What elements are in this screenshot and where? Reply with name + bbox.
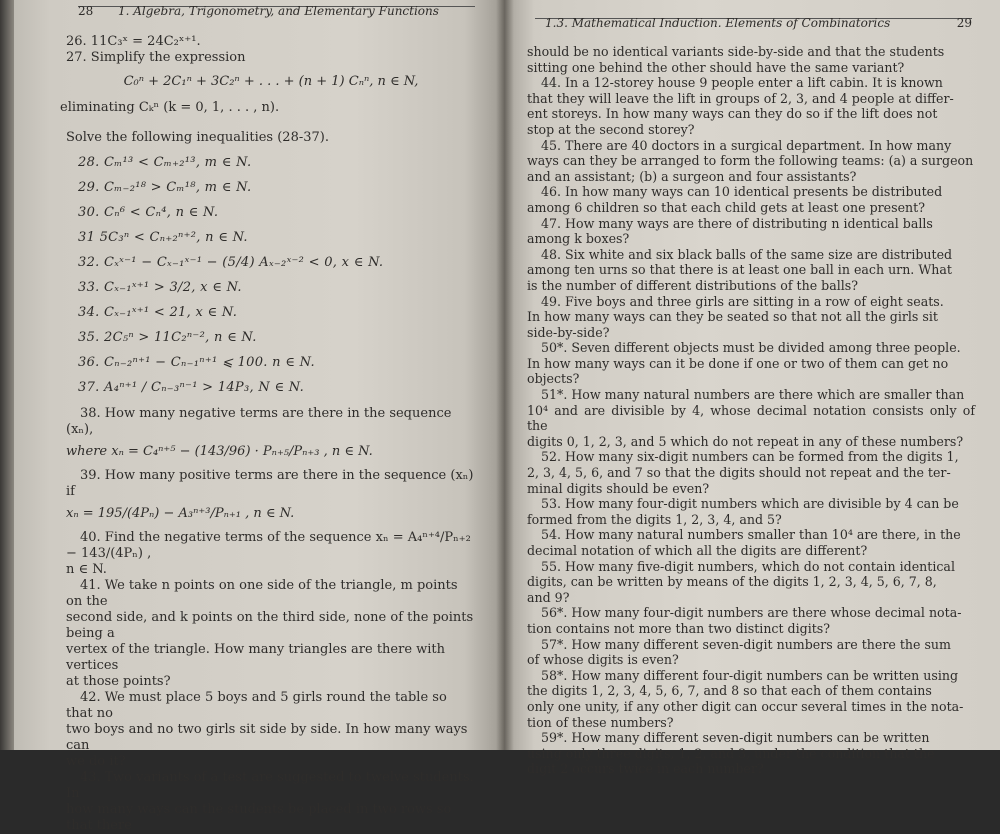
text-line: In how many ways can it be done if one or two of them can get no [527,355,949,371]
text-line: tion of these numbers? [527,714,674,730]
text-line: ent storeys. In how many ways can they do so if the lift does not [527,106,938,122]
text-line: 51*. How many natural numbers are there which are smaller than [541,387,965,403]
text-line: tion contains not more than two distinct digits? [527,620,831,636]
running-title: 1.3. Mathematical Induction. Elements of Combinatorics [545,16,891,30]
text-line: using only three digits, 1, 2, and 3, under the condition that the [527,745,935,761]
text-line: is the number of different distributions of the balls? [527,277,859,293]
running-head-right [535,16,972,30]
text-line: 55. How many five-digit numbers, which do not contain identical [541,558,955,574]
running-title: 1. Algebra, Trigonometry, and Elementary Functions [118,4,439,18]
page-number: 29 [956,16,972,30]
left-page-text [60,34,476,834]
text-line: among k boxes? [527,231,630,247]
text-line: digits 0, 1, 2, 3, and 5 which do not repeat in any of these numbers? [527,433,964,449]
text-line: In how many ways can they be seated so that not all the girls sit [527,309,938,325]
text-line: 53. How many four-digit numbers which are divisible by 4 can be [541,496,959,512]
formula-line: xₙ = 195/(4Pₙ) − A₃ⁿ⁺³/Pₙ₊₁ , n ∈ N. [66,506,295,521]
formula-line: C₀ⁿ + 2C₁ⁿ + 3C₂ⁿ + . . . + (n + 1) Cₙⁿ, n ∈ N, [123,74,419,89]
right-page-text [527,44,975,777]
text-line: that they will leave the lift in groups of 2, 3, and 4 people at differ- [527,90,954,106]
formula-line: 32. Cₓˣ⁻¹ − Cₓ₋₁ˣ⁻¹ − (5/4) Aₓ₋₂ˣ⁻² < 0, x ∈ N. [78,255,384,270]
text-line: 45. There are 40 doctors in a surgical department. In how many [541,137,952,153]
text-line: two boys and no two girls sit side by side. In how many ways can [66,722,468,753]
text-line: 10⁴ and are divisible by 4, whose decimal notation consists only of the [527,402,975,434]
text-line: decimal notation of which all the digits are different? [527,543,868,558]
text-line: 41. We take n points on one side of the triangle, m points on the [66,578,458,609]
text-line: ways can they be arranged to form the following teams: (a) a surgeon [527,153,974,169]
formula-line: 37. A₄ⁿ⁺¹ / Cₙ₋₃ⁿ⁻¹ > 14P₃, N ∈ N. [78,380,305,395]
text-line: digit 2 occurs twice in each number? [527,761,764,777]
text-line: and 9? [527,589,570,605]
text-line: 46. In how many ways can 10 identical presents be distributed [541,184,943,200]
text-line: 47. How many ways are there of distributing n identical balls [541,215,933,231]
formula-line: 31 5C₃ⁿ < Cₙ₊₂ⁿ⁺², n ∈ N. [78,230,248,245]
text-line: 43. Two variants of a test are suggested to twelve students. In [66,770,474,801]
text-line: 52. How many six-digit numbers can be formed from the digits 1, [541,449,959,465]
text-line: among ten urns so that there is at least one ball in each urn. What [527,262,952,278]
book-cover-edge [0,0,14,750]
text-line: and an assistant; (b) a surgeon and four assistants? [527,168,857,184]
text-line: 50*. Seven different objects must be divided among three people. [541,340,961,356]
text-line: should be no identical variants side-by-side and that the students [527,44,945,59]
text-line: minal digits should be even? [527,480,710,496]
text-line: second side, and k points on the third side, none of the points being a [66,610,474,641]
formula-line: 29. Cₘ₋₂¹⁸ > Cₘ¹⁸, m ∈ N. [78,180,252,195]
running-head-left [78,4,475,18]
text-line: only one unity, if any other digit can occur several times in the nota- [527,698,964,714]
text-line: 40. Find the negative terms of the sequence xₙ = A₄ⁿ⁺⁴/Pₙ₊₂ − 143/(4Pₙ) , [66,530,471,561]
formula-line: where xₙ = C₄ⁿ⁺⁵ − (143/96) · Pₙ₊₅/Pₙ₊₃ , n ∈ N. [66,444,373,459]
right-page [505,0,1000,777]
text-line: of whose digits is even? [527,652,679,668]
text-line: 59*. How many different seven-digit numbers can be written [541,730,930,746]
text-line: 56*. How many four-digit numbers are there whose decimal nota- [541,605,962,621]
text-line: the digits 1, 2, 3, 4, 5, 6, 7, and 8 so that each of them contains [527,683,932,699]
text-line: vertex of the triangle. How many triangles are there with vertices [66,642,446,673]
text-line: stop at the second storey? [527,121,695,137]
text-line: 49. Five boys and three girls are sitting in a row of eight seats. [541,293,944,309]
text-line: eliminating Cₖⁿ (k = 0, 1, . . . , n). [60,100,280,115]
text-line: how many ways can the students be placed in two rows so that there [66,802,452,833]
text-line: objects? [527,371,580,387]
text-line: Solve the following inequalities (28-37). [66,130,329,145]
text-line: 57*. How many different seven-digit numbers are there the sum [541,636,951,652]
text-line: 42. We must place 5 boys and 5 girls round the table so that no [66,690,447,721]
formula-line: 33. Cₓ₋₁ˣ⁺¹ > 3/2, x ∈ N. [78,280,242,295]
text-line: we do it? [66,754,126,769]
formula-line: 35. 2C₅ⁿ > 11C₂ⁿ⁻², n ∈ N. [78,330,257,345]
text-line: formed from the digits 1, 2, 3, 4, and 5? [527,511,782,527]
text-line: digits, can be written by means of the digits 1, 2, 3, 4, 5, 6, 7, 8, [527,574,937,590]
book-gutter [496,0,514,750]
text-line: sitting one behind the other should have the same variant? [527,59,905,75]
page-number: 28 [78,4,94,18]
text-line: 2, 3, 4, 5, 6, and 7 so that the digits should not repeat and the ter- [527,465,951,481]
text-line: 26. 11C₃ˣ = 24C₂ˣ⁺¹. [66,34,201,49]
text-line: 48. Six white and six black balls of the same size are distributed [541,246,953,262]
text-line: 44. In a 12-storey house 9 people enter a lift cabin. It is known [541,75,943,91]
text-line: 39. How many positive terms are there in the sequence (xₙ) if [66,468,474,499]
text-line: at those points? [66,674,171,689]
formula-line: 28. Cₘ¹³ < Cₘ₊₂¹³, m ∈ N. [78,155,252,170]
text-line: 27. Simplify the expression [66,50,246,65]
text-line: among 6 children so that each child gets at least one present? [527,199,925,215]
text-line: 38. How many negative terms are there in the sequence (xₙ), [66,406,452,437]
text-line: side-by-side? [527,324,610,340]
text-line: 58*. How many different four-digit numbers can be written using [541,667,959,683]
formula-line: 34. Cₓ₋₁ˣ⁺¹ < 21, x ∈ N. [78,305,238,320]
formula-line: 30. Cₙ⁶ < Cₙ⁴, n ∈ N. [78,205,219,220]
formula-line: 36. Cₙ₋₂ⁿ⁺¹ − Cₙ₋₁ⁿ⁺¹ ⩽ 100. n ∈ N. [78,355,315,370]
text-line: 54. How many natural numbers smaller than 10⁴ are there, in the [541,527,961,543]
text-line: n ∈ N. [66,562,107,577]
